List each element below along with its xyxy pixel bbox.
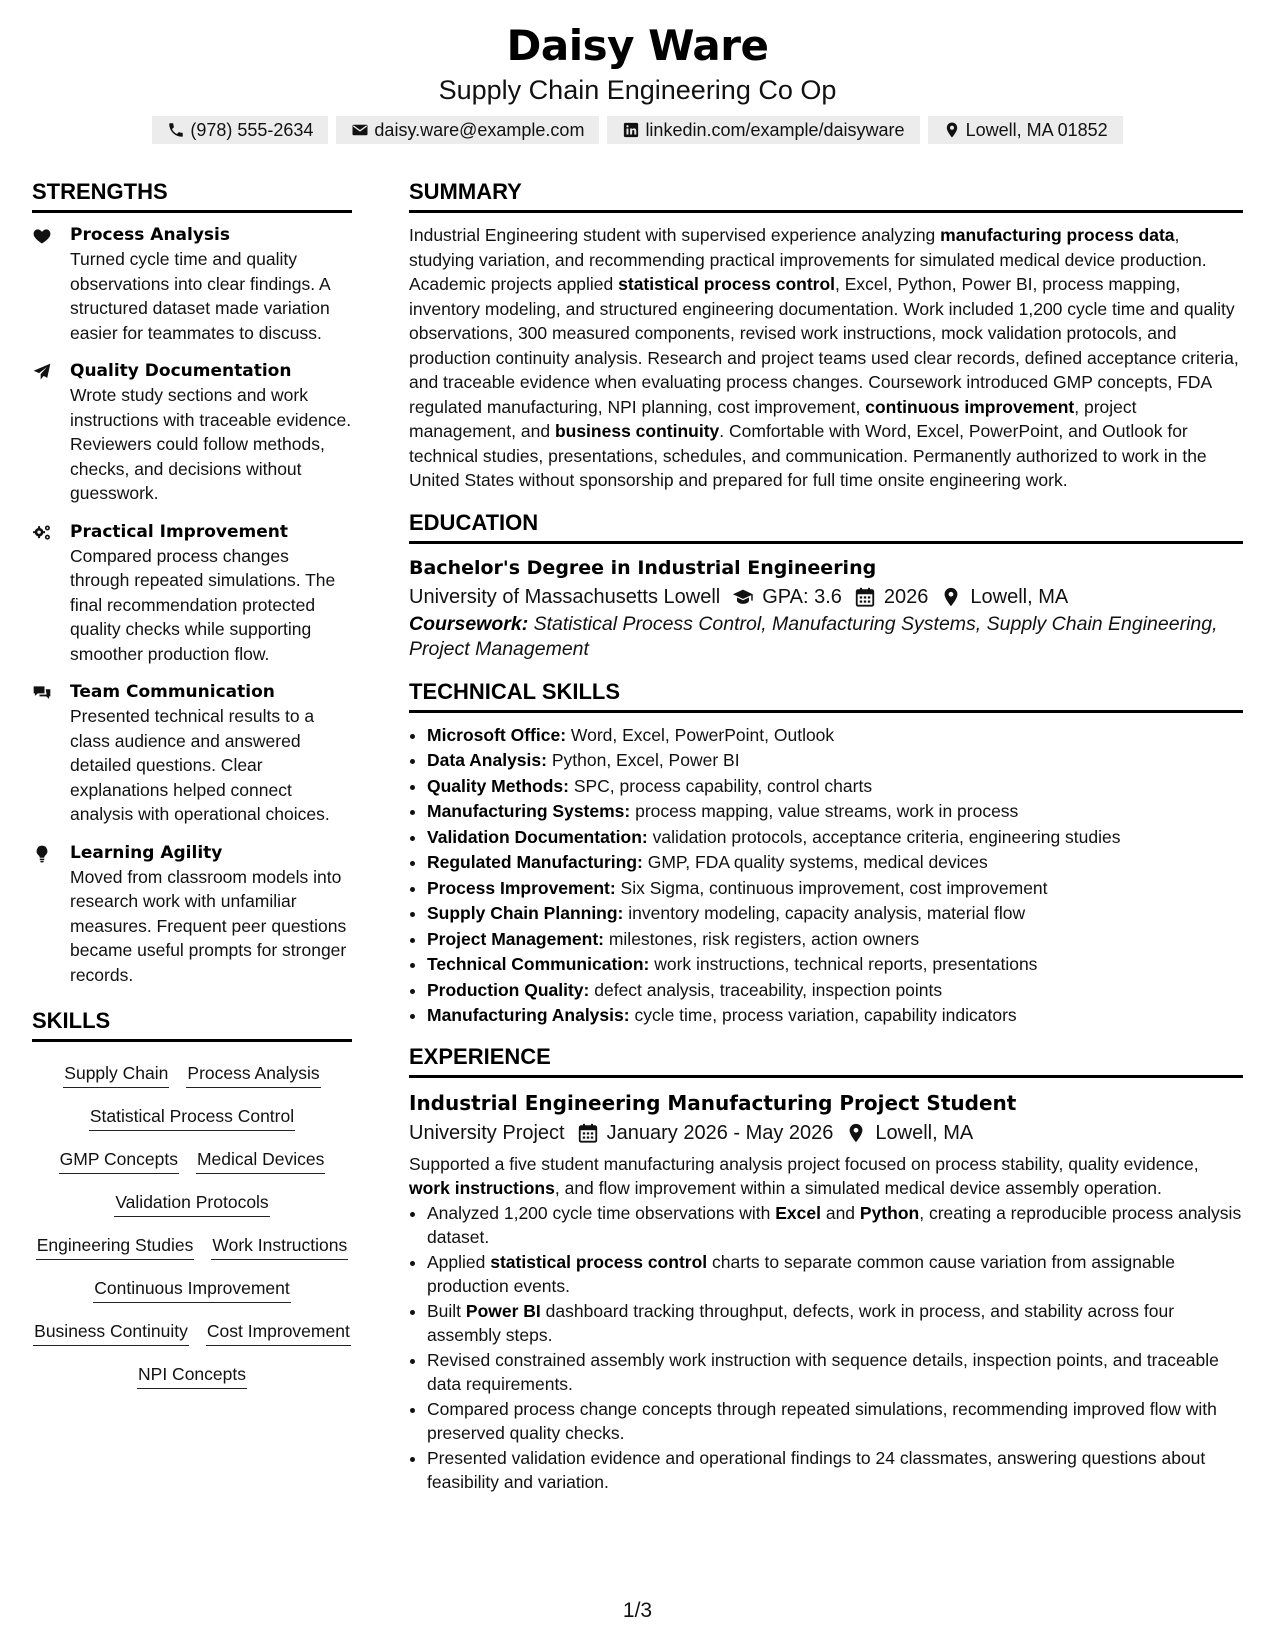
technical-skill-value: work instructions, technical reports, presentations [649,954,1038,974]
strength-item [32,359,352,506]
contact-bar [0,116,1275,144]
education-meta [409,582,1243,612]
bold-text: business continuity [554,421,720,441]
strength-icon-wrap [32,223,70,345]
job-bullet [427,1250,1243,1299]
skill-tag: Supply Chain [63,1060,169,1088]
education-heading: EDUCATION [409,509,1243,544]
technical-skill-label: Data Analysis: [427,750,547,770]
lightbulb-icon [32,844,52,864]
technical-skill-label: Manufacturing Analysis: [427,1005,630,1025]
technical-skill-item [427,901,1243,927]
technical-skill-item [427,978,1243,1004]
contact-linkedin[interactable] [607,116,919,144]
strength-body [70,841,352,988]
job-dates: January 2026 - May 2026 [606,1121,834,1144]
left-column [32,178,352,1389]
candidate-title: Supply Chain Engineering Co Op [438,75,837,105]
job-bullet [427,1201,1243,1250]
technical-skill-item [427,774,1243,800]
education-year: 2026 [883,585,929,608]
strength-title: Process Analysis [70,225,230,245]
strengths-list [32,223,352,987]
contact-location [928,116,1123,144]
technical-skill-label: Validation Documentation: [427,826,648,847]
page-number: 1/3 [622,1599,653,1622]
technical-skill-value: cycle time, process variation, capability indicators [629,1005,1017,1025]
strength-description: Compared process changes through repeated simulations. The final recommendation protected quality checks while supporting smoother production flow. [70,545,336,664]
bold-text: Power BI [465,1300,541,1321]
technical-skill-label: Microsoft Office: [427,724,567,745]
strength-icon-wrap [32,680,70,827]
skill-tag: Work Instructions [211,1232,348,1260]
job-intro [409,1152,1243,1201]
map-pin-icon [940,586,962,608]
strength-item [32,520,352,667]
bold-text: Python [859,1202,920,1223]
bold-text: work instructions [409,1178,555,1198]
job-bullet [427,1397,1243,1446]
skill-tag: GMP Concepts [59,1146,179,1174]
coursework-text: Statistical Process Control, Manufacturing Systems, Supply Chain Engineering, Project Management [409,612,1218,660]
strength-item [32,680,352,827]
experience-heading: EXPERIENCE [409,1043,1243,1078]
skill-tag: Business Continuity [33,1318,189,1346]
skill-tag: Process Analysis [186,1060,320,1088]
text-run: Industrial Engineering student with supervised experience analyzing [409,225,941,245]
calendar-icon [854,586,876,608]
job-location: Lowell, MA [875,1121,974,1144]
skill-tag: NPI Concepts [137,1361,247,1389]
job-bullets [409,1201,1243,1495]
strength-description: Turned cycle time and quality observations into clear findings. A structured dataset made variation easier for teammates to discuss. [70,249,330,343]
text-run: Presented validation evidence and operational findings to 24 classmates, answering questions about feasibility and variation. [427,1447,1206,1492]
technical-skill-value: Six Sigma, continuous improvement, cost improvement [615,877,1048,898]
summary-heading: SUMMARY [409,178,1243,213]
text-run: , studying variation, and recommending practical improvements for simulated medical device production. Academic projects applied [409,225,1207,294]
right-column [409,178,1243,1495]
technical-skill-item [427,876,1243,902]
technical-skill-value: milestones, risk registers, action owners [603,928,920,949]
text-run: Revised constrained assembly work instruction with sequence details, inspection points, and traceable data requirements. [427,1349,1219,1394]
technical-skill-label: Process Improvement: [427,877,616,898]
text-run: and [820,1202,860,1223]
strength-icon-wrap [32,841,70,988]
technical-skill-value: GMP, FDA quality systems, medical devices [642,852,988,872]
skill-tag: Continuous Improvement [93,1275,291,1303]
technical-skill-value: Python, Excel, Power BI [546,750,740,770]
candidate-name: Daisy Ware [506,21,769,70]
phone-text: (978) 555-2634 [190,120,314,140]
text-run: , project management, and [409,396,1137,441]
comments-icon [32,683,52,703]
education-gpa: GPA: 3.6 [762,585,842,608]
education-location: Lowell, MA [970,585,1069,608]
text-run: Applied [427,1251,491,1272]
skill-tag: Statistical Process Control [89,1103,295,1131]
contact-phone [152,116,328,144]
bold-text: continuous improvement [865,396,1075,417]
summary-text [409,223,1243,493]
strengths-heading: STRENGTHS [32,178,352,213]
bold-text: statistical process control [618,274,836,294]
strength-body [70,223,352,345]
contact-email[interactable] [336,116,599,144]
strength-description: Wrote study sections and work instructions with traceable evidence. Reviewers could follow methods, checks, and decisions without guesswork. [70,385,352,503]
technical-skills-heading: TECHNICAL SKILLS [409,678,1243,713]
strength-icon-wrap [32,520,70,667]
technical-skill-value: process mapping, value streams, work in process [630,801,1019,821]
technical-skill-item [427,850,1243,876]
phone-icon [167,121,185,139]
job-bullet [427,1299,1243,1348]
technical-skill-item [427,799,1243,825]
technical-skill-label: Regulated Manufacturing: [427,852,643,872]
text-run: , and flow improvement within a simulated medical device assembly operation. [554,1178,1162,1198]
bold-text: Excel [775,1202,821,1223]
education-degree: Bachelor's Degree in Industrial Engineering [409,556,877,579]
strength-icon-wrap [32,359,70,506]
technical-skill-item [427,723,1243,749]
skill-tag: Validation Protocols [114,1189,269,1217]
text-run: , Excel, Python, Power BI, process mapping, inventory modeling, and structured engineering documentation. Work included 1,200 cycle time and quality observations, 300 measured components, revised work instructions, mock validation protocols, and production continuity analysis. Research and project teams used clear records, defined acceptance criteria, and traceable evidence when evaluating process changes. Coursework introduced GMP concepts, FDA regulated manufacturing, NPI planning, cost improvement, [409,274,1239,417]
technical-skill-value: SPC, process capability, control charts [568,775,873,796]
education-coursework [409,612,1243,662]
strength-title: Team Communication [70,682,275,702]
strength-title: Quality Documentation [70,361,292,381]
text-run: dashboard tracking throughput, defects, work in process, and stability across four assembly steps. [427,1300,1175,1345]
job-bullet [427,1446,1243,1495]
skill-tag: Engineering Studies [36,1232,195,1260]
technical-skill-label: Quality Methods: [427,775,569,796]
envelope-icon [351,121,369,139]
technical-skill-item [427,927,1243,953]
resume-header [0,20,1275,144]
text-run: Analyzed 1,200 cycle time observations with [427,1202,776,1223]
technical-skill-item [427,1003,1243,1029]
skills-heading: SKILLS [32,1007,352,1042]
job-bullet [427,1348,1243,1397]
strength-description: Presented technical results to a class audience and answered detailed questions. Clear explanations helped connect analysis with operational choices. [70,706,330,824]
bold-text: manufacturing process data [940,225,1175,245]
job-entry [409,1088,1243,1495]
paper-plane-icon [32,362,52,382]
technical-skill-value: defect analysis, traceability, inspection points [589,979,943,1000]
text-run: , creating a reproducible process analysis dataset. [427,1202,1242,1247]
text-run: . Comfortable with Word, Excel, PowerPoint, and Outlook for technical studies, presentations, schedules, and communication. Permanently authorized to work in the United States without sponsorship and prepared for full time onsite engineering work. [409,421,1207,490]
strength-item [32,223,352,345]
technical-skill-label: Manufacturing Systems: [427,801,631,821]
strength-title: Learning Agility [70,842,223,863]
text-run: Built [427,1300,466,1321]
education-school: University of Massachusetts Lowell [409,585,721,608]
skill-tag: Medical Devices [196,1146,325,1174]
technical-skill-value: Word, Excel, PowerPoint, Outlook [566,724,835,745]
technical-skill-label: Production Quality: [427,979,590,1000]
email-link[interactable]: daisy.ware@example.com [374,120,585,140]
technical-skill-label: Project Management: [427,928,604,949]
text-run: Supported a five student manufacturing analysis project focused on process stability, quality evidence, [409,1153,1199,1174]
bold-text: statistical process control [490,1251,708,1272]
linkedin-link[interactable]: linkedin.com/example/daisyware [645,120,905,140]
skills-grid [32,1052,352,1389]
job-meta [409,1118,1243,1148]
calendar-icon [577,1122,599,1144]
strength-body [70,359,352,506]
heart-icon [32,226,52,246]
job-title: Industrial Engineering Manufacturing Project Student [409,1090,1017,1115]
strength-description: Moved from classroom models into research work with unfamiliar measures. Frequent peer questions became useful prompts for stronger records. [70,866,347,985]
strength-item [32,841,352,988]
technical-skill-item [427,825,1243,851]
text-run: charts to separate common cause variation from assignable production events. [427,1251,1176,1296]
technical-skill-value: inventory modeling, capacity analysis, material flow [623,903,1026,923]
strength-body [70,680,352,827]
technical-skill-label: Technical Communication: [427,954,650,974]
location-text: Lowell, MA 01852 [965,120,1108,140]
text-run: Compared process change concepts through repeated simulations, recommending improved flow with preserved quality checks. [427,1398,1217,1443]
skill-tag: Cost Improvement [206,1318,351,1346]
strength-title: Practical Improvement [70,521,288,542]
technical-skill-value: validation protocols, acceptance criteria, engineering studies [647,826,1121,847]
job-organization: University Project [409,1121,565,1144]
map-pin-icon [845,1122,867,1144]
technical-skill-item [427,748,1243,774]
technical-skills-list [409,723,1243,1029]
map-pin-icon [943,121,961,139]
strength-body [70,520,352,667]
technical-skill-item [427,952,1243,978]
experience-list [409,1088,1243,1495]
linkedin-icon [622,121,640,139]
gears-icon [32,523,52,543]
graduation-cap-icon [732,586,754,608]
technical-skill-label: Supply Chain Planning: [427,903,624,923]
coursework-label: Coursework: [409,612,529,635]
